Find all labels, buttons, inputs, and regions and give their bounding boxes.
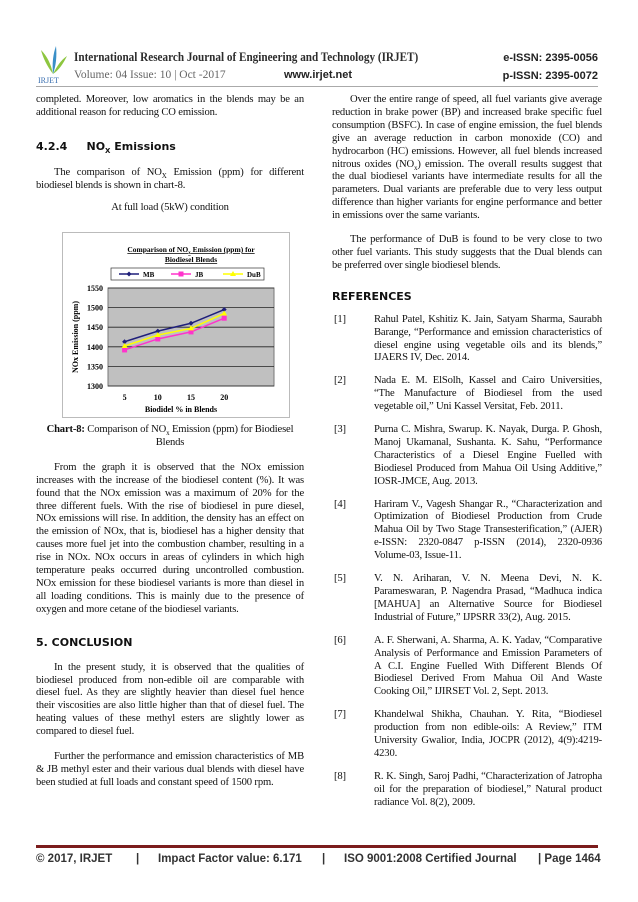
reference-text: Khandelwal Shikha, Chauhan. Y. Rita, “Biodiesel production from non edible-oils: A Review,” ITM University Gwalior, India, JOCPR (2012), 4(9):4219-4230. xyxy=(374,709,602,759)
data-point-JB xyxy=(179,272,184,277)
left-column-lower xyxy=(36,424,304,790)
reference-text: A. F. Sherwani, A. Sharma, A. K. Yadav, “Comparative Analysis of Performance and Emission Parameters of A C.I. Engine Fuelled With Different Blends Of Biodiesel Derived From Mahua Oil And Waste Cooking Oil,” IJIRSET Vol. 2, Sept. 2013. xyxy=(374,634,602,698)
reference-text: Rahul Patel, Kshitiz K. Jain, Satyam Sharma, Saurabh Barange, “Performance and emission characteristics of diesel engine using vegetable oils and its blends,” IJAERS IV, Dec. 2014. xyxy=(374,313,602,364)
reference-number: [5] xyxy=(334,573,346,585)
paragraph: The performance of DuB is found to be very close to two other fuel variants. This study suggests that the Dual blends can be preferred over single biodiesel blends. xyxy=(332,234,602,271)
paragraph: Further the performance and emission characteristics of MB & JB methyl ester and their various dual blends with diesel have been studied at full loads and constant speed of 1500 rpm. xyxy=(36,751,304,788)
y-tick-label: 1350 xyxy=(87,362,103,372)
reference-number: [4] xyxy=(334,498,346,510)
data-point-JB xyxy=(122,347,127,352)
reference-item xyxy=(332,499,602,564)
footer-divider xyxy=(36,845,598,848)
chart-title-line1: Comparison of $NO_x$ Emission (ppm) for xyxy=(127,245,255,256)
data-point-JB xyxy=(222,316,227,321)
pissn: p-ISSN: 2395-0072 xyxy=(502,70,598,82)
legend-label-DuB: DuB xyxy=(247,271,261,279)
eissn: e-ISSN: 2395-0056 xyxy=(503,52,598,64)
reference-item xyxy=(332,424,602,489)
data-point-JB xyxy=(155,336,160,341)
chart-svg xyxy=(63,233,289,417)
reference-number: [7] xyxy=(334,709,346,721)
footer-separator: | xyxy=(322,853,326,865)
footer-copyright: © 2017, IRJET xyxy=(36,853,113,865)
x-axis-label: Biodidel % in Blends xyxy=(144,405,218,414)
y-tick-label: 1550 xyxy=(87,284,103,293)
header-divider xyxy=(36,86,598,87)
reference-number: [1] xyxy=(334,313,346,325)
section-heading-conclusion: 5. CONCLUSION xyxy=(36,635,133,649)
reference-item xyxy=(332,709,602,761)
x-tick-label: 5 xyxy=(122,393,127,402)
paragraph: In the present study, it is observed that the qualities of biodiesel produced from non-edible oil are comparable with diesel fuel. As they are slightly heavier than diesel fuel hence their viscosities are also little higher than that of diesel fuel. The heating values of these methyl esters are slightly lower as compared to diesel fuel. xyxy=(36,661,304,738)
reference-text: Hariram V., Vagesh Shangar R., “Characterization and Optimization of Biodiesel Production from Crude Mahua Oil by Two Stage Transesterification,” (AJER) e-ISSN: 2320-0847 p-ISSN (2014), 2320-0936 Volume-03, Issue-11. xyxy=(374,498,602,562)
legend-label-MB: MB xyxy=(143,271,155,279)
irjet-logo xyxy=(37,44,69,84)
legend-label-JB: JB xyxy=(195,271,204,279)
volume-info: Volume: 04 Issue: 10 | Oct -2017 xyxy=(74,69,226,81)
reference-text: Purna C. Mishra, Swarup. K. Nayak, Durga. P. Ghosh, Manoj Ukamanal, Sushanta. K. Sahu, “Performance Characteristics of a Diesel Engine Fuelled with Biodiesel Produced from Mahua Oil Using Additive,” IOSR-JMCE, Aug. 2013. xyxy=(374,424,602,487)
reference-item xyxy=(332,573,602,625)
plot-area xyxy=(108,288,274,386)
reference-number: [3] xyxy=(334,424,346,436)
reference-list xyxy=(332,314,602,810)
footer-iso: ISO 9001:2008 Certified Journal xyxy=(344,853,517,865)
footer-separator: | xyxy=(136,853,140,865)
svg-text:IRJET: IRJET xyxy=(38,76,59,84)
reference-text: V. N. Ariharan, V. N. Meena Devi, N. K. Parameswaran, P. Nagendra Prasad, “Madhuca indica [MAHUA] an Alternative Source for Biodiesel Industrial of Future,” IJPSRR 33(2), Aug. 2015. xyxy=(374,573,602,623)
paragraph: Over the entire range of speed, all fuel variants give average reduction in brake power (BP) and increased brake specific fuel consumption (BSFC). In case of engine emission, the fuel blends give an average reduction in carbon monoxide (CO) and hydrocarbon (HC) emissions. However, all fuel blends increased nitrous oxides $(NO_x)$ emission. The overall results suggest that the dual biodiesel variants have intermediate results for all the parameters. Dual variants are preferable due to very less output difference than higher variants for engine performance and better in emissions over the same variants. xyxy=(332,94,603,222)
chart-caption: Chart-8: Comparison of $NO_x$ Emission (ppm) for Biodiesel Blends xyxy=(46,424,294,448)
chart-title-line2: Biodiesel Blends xyxy=(164,255,218,264)
reference-item xyxy=(332,771,602,810)
chart-condition-label: At full load (5kW) condition xyxy=(111,201,229,213)
reference-number: [2] xyxy=(334,375,346,387)
reference-item xyxy=(332,375,602,414)
paragraph: completed. Moreover, low aromatics in the blends may be an additional reason for reducing CO emission. xyxy=(36,94,304,118)
x-tick-label: 15 xyxy=(187,393,195,402)
chart-8 xyxy=(62,232,290,418)
reference-text: Nada E. M. ElSolh, Kassel and Cairo Universities, “The Manufacture of Biodiesel from the used vegetable oil,” Uni Kassel Versitat, Feb. 2011. xyxy=(374,375,602,413)
section-heading-4-2-4: 4.2.4 $NO_X$ Emissions xyxy=(36,139,176,155)
reference-number: [8] xyxy=(334,770,346,782)
paragraph: The comparison of $NO_X$ Emission (ppm) for different biodiesel blends is shown in chart-8. xyxy=(36,166,305,191)
y-tick-label: 1300 xyxy=(87,382,103,391)
y-tick-label: 1400 xyxy=(87,342,103,352)
footer-page-number: | Page 1464 xyxy=(538,853,601,865)
reference-item xyxy=(332,314,602,366)
right-column xyxy=(332,94,602,820)
reference-number: [6] xyxy=(334,634,346,646)
reference-item xyxy=(332,635,602,700)
y-axis-label: NOx Emission (ppm) xyxy=(71,300,80,374)
journal-title: International Research Journal of Engineering and Technology (IRJET) xyxy=(74,49,419,64)
left-column xyxy=(36,94,304,214)
y-tick-label: 1500 xyxy=(87,303,103,313)
y-tick-label: 1450 xyxy=(87,323,103,333)
website-link[interactable]: www.irjet.net xyxy=(284,69,353,81)
x-tick-label: 20 xyxy=(220,393,229,402)
footer-impact-factor: Impact Factor value: 6.171 xyxy=(158,853,302,865)
x-tick-label: 10 xyxy=(153,393,162,402)
references-heading: REFERENCES xyxy=(332,289,412,303)
reference-text: R. K. Singh, Saroj Padhi, “Characterization of Jatropha oil for the preparation of biodiesel,” Natural product radiance Vol. 8(2), 2009. xyxy=(374,770,602,808)
paragraph: From the graph it is observed that the NOx emission increases with the increase of the biodiesel content (%). It was found that the NOx emission was a maximum of 20% for the three different fuels. With the rise of biodiesel in pure diesel, NOx emissions will rise. In addition, the density has an effect on the emission of NOx, that is, biodiesel has a higher density that causes more fuel jet into the combustion chamber, resulting in a rise in NOx. NOx occurs in areas of cylinders in which high temperature peaks occurred during uncontrolled combustion. NOx emission for these biodiesel variants is more than diesel in all loading conditions. This is mainly due to the presence of oxygen and more cetane of the biodiesel variants. xyxy=(36,461,304,615)
